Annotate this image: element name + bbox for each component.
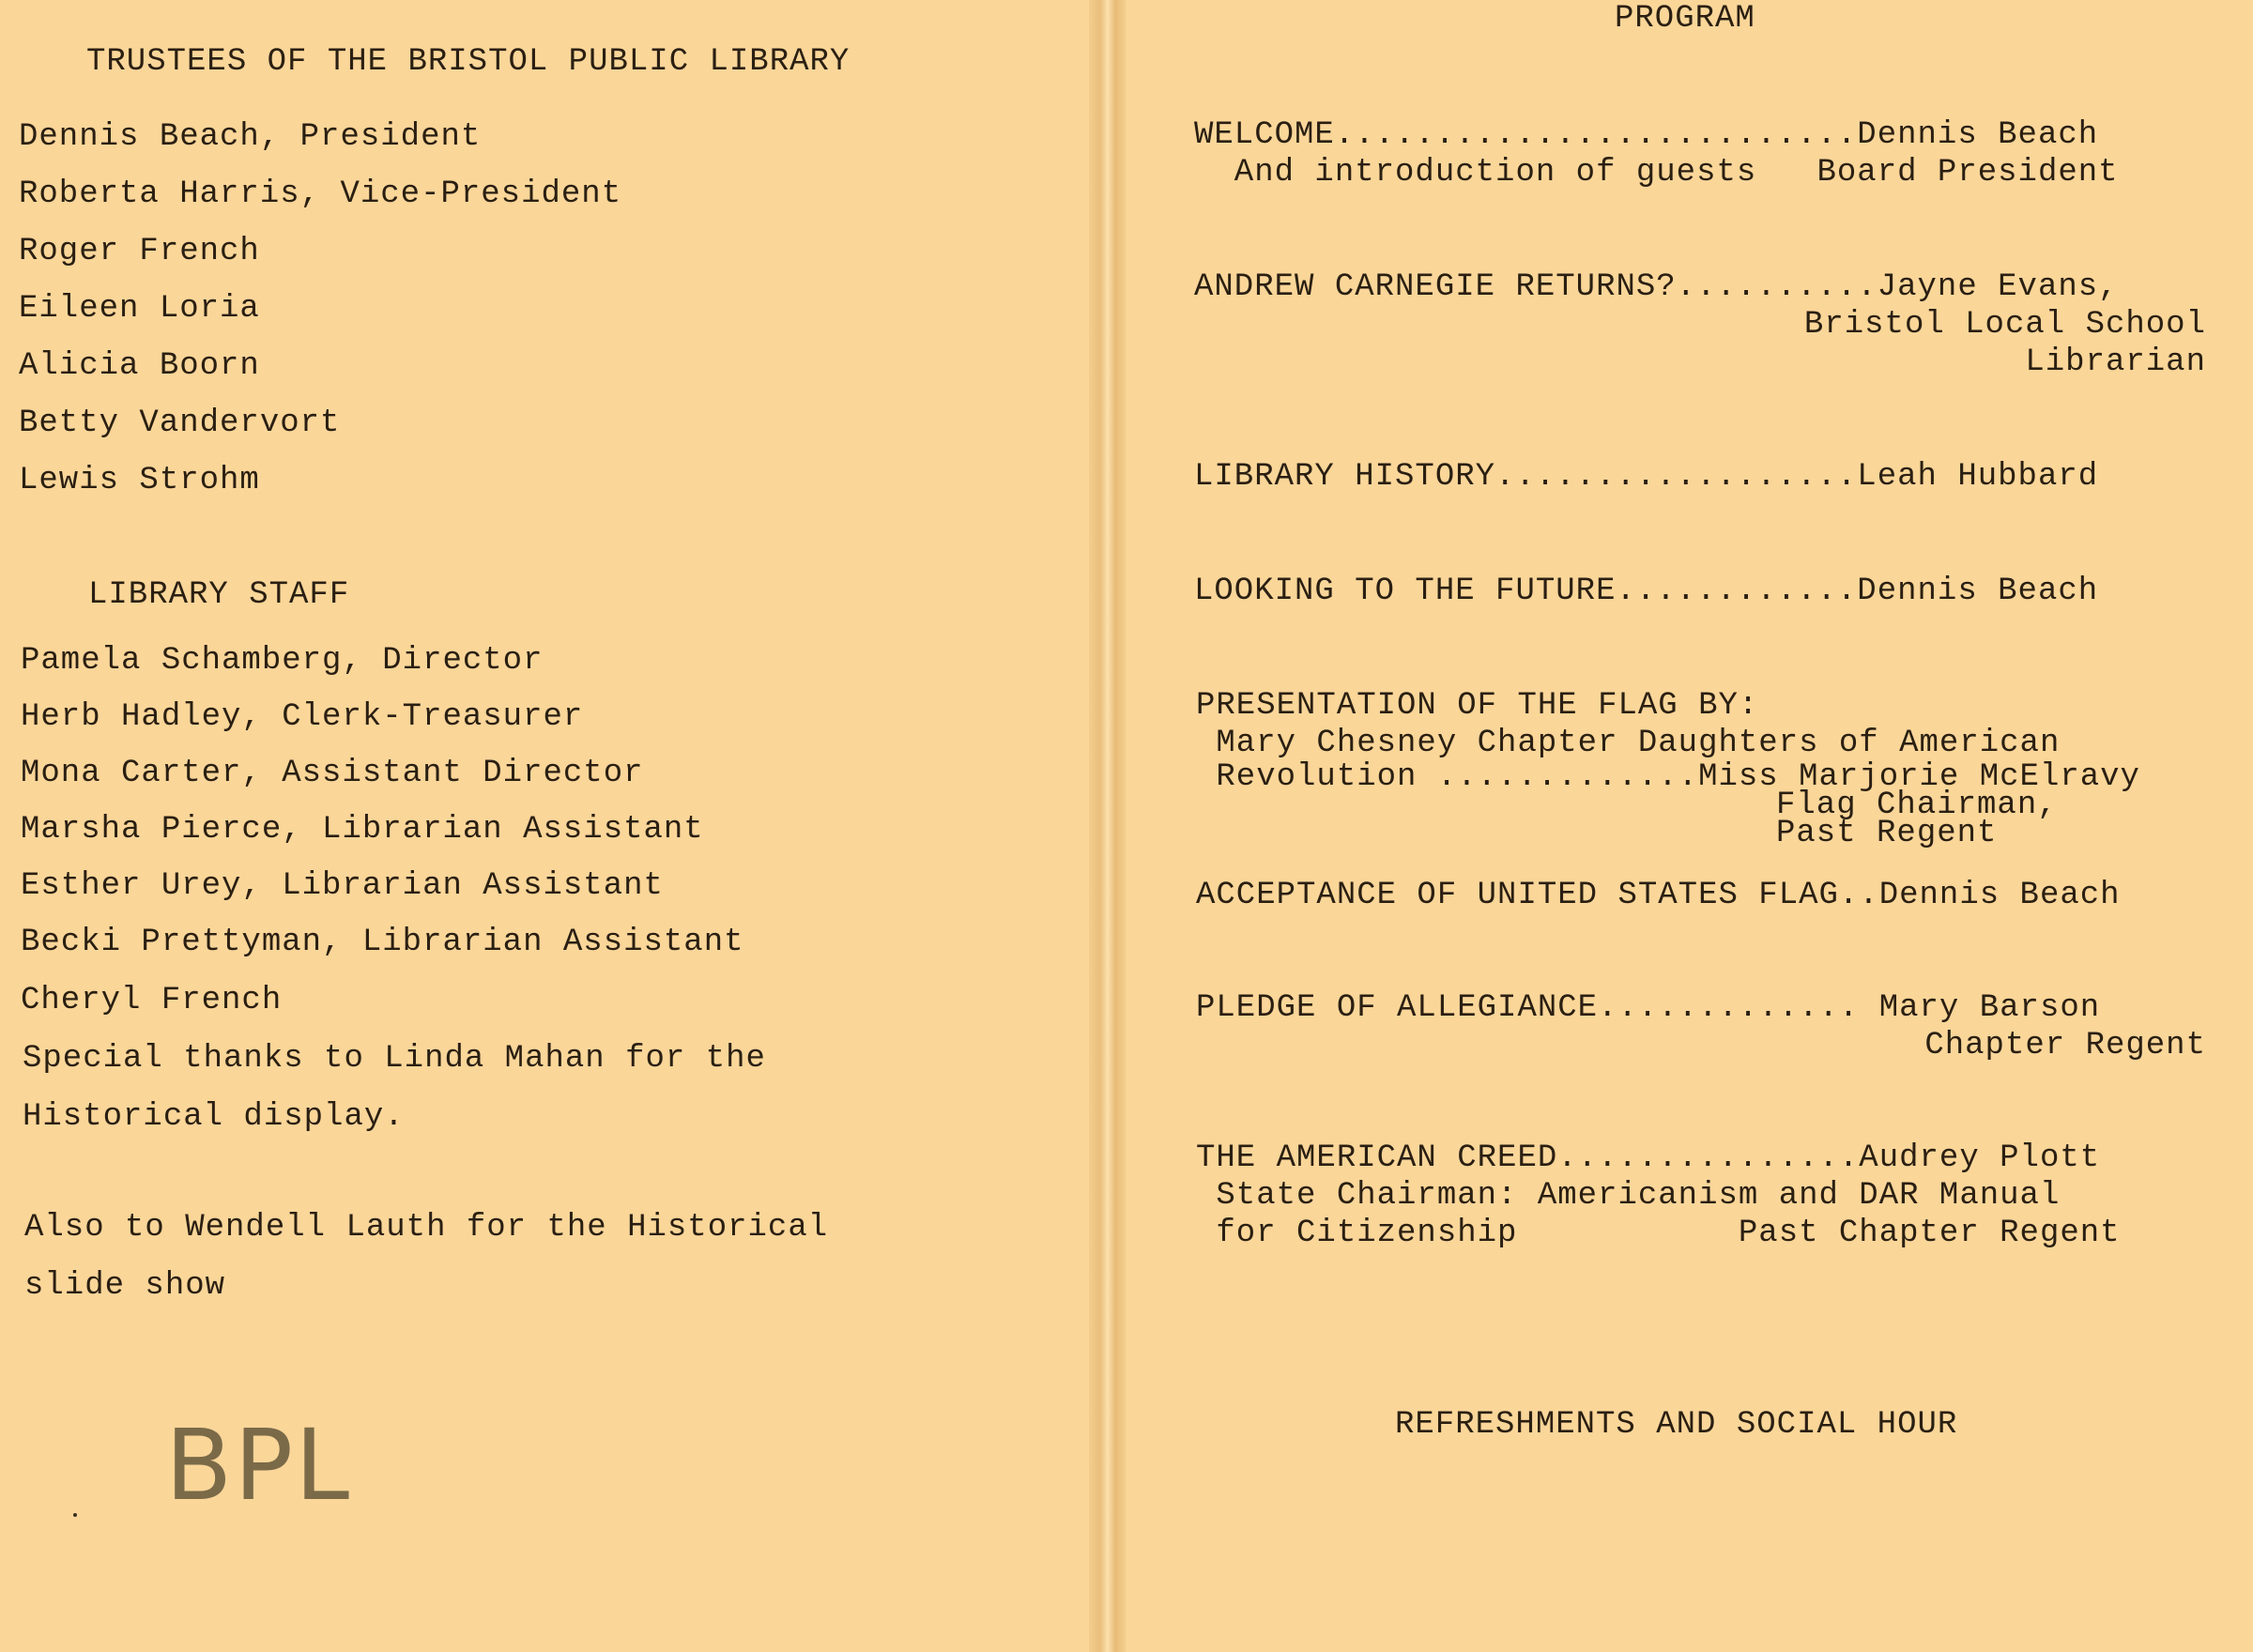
trustee-item: Roger French	[19, 234, 260, 269]
program-line-welcome-sub: And introduction of guests Board President	[1194, 155, 2119, 191]
staff-item: Marsha Pierce, Librarian Assistant	[21, 812, 704, 848]
bpl-logo: BPL	[165, 1408, 352, 1522]
left-page	[0, 0, 1126, 1652]
staff-item: Mona Carter, Assistant Director	[21, 756, 644, 791]
right-page	[1126, 0, 2253, 1652]
program-line-history: LIBRARY HISTORY..................Leah Hubbard	[1194, 459, 2099, 495]
program-line-future: LOOKING TO THE FUTURE............Dennis Beach	[1194, 574, 2099, 609]
closing-line: REFRESHMENTS AND SOCIAL HOUR	[1395, 1407, 1958, 1443]
program-line-pledge: PLEDGE OF ALLEGIANCE............. Mary Barson	[1196, 990, 2101, 1026]
page-fold	[1089, 0, 1126, 1652]
program-line-flag-sub: Flag Chairman,	[1776, 788, 2058, 823]
program-heading: PROGRAM	[1615, 1, 1755, 37]
staff-item: Cheryl French	[21, 983, 283, 1018]
program-line-flag-sub: Revolution .............Miss Marjorie McElravy	[1196, 759, 2140, 795]
thanks-line: Special thanks to Linda Mahan for the	[23, 1041, 766, 1077]
program-line-carnegie-sub: Bristol Local School	[1803, 307, 2206, 343]
paper-speck	[73, 1513, 77, 1517]
trustee-item: Roberta Harris, Vice-President	[19, 176, 622, 212]
trustee-item: Alicia Boorn	[19, 348, 260, 384]
trustee-item: Lewis Strohm	[19, 463, 260, 498]
program-line-flag-sub: Mary Chesney Chapter Daughters of American	[1196, 726, 2061, 761]
program-line-carnegie: ANDREW CARNEGIE RETURNS?..........Jayne Evans,	[1194, 269, 2119, 305]
program-line-creed-sub: for Citizenship Past Chapter Regent	[1196, 1216, 2121, 1251]
program-line-flag-presentation: PRESENTATION OF THE FLAG BY:	[1196, 688, 1759, 724]
trustee-item: Betty Vandervort	[19, 405, 341, 441]
program-line-welcome: WELCOME..........................Dennis Beach	[1194, 117, 2099, 153]
thanks-line: Historical display.	[23, 1099, 405, 1135]
program-line-acceptance: ACCEPTANCE OF UNITED STATES FLAG..Dennis Beach	[1196, 878, 2121, 913]
program-line-carnegie-sub: Librarian	[2025, 344, 2206, 380]
program-line-pledge-sub: Chapter Regent	[1924, 1028, 2206, 1063]
staff-item: Becki Prettyman, Librarian Assistant	[21, 925, 744, 960]
staff-item: Pamela Schamberg, Director	[21, 643, 544, 679]
trustees-heading: TRUSTEES OF THE BRISTOL PUBLIC LIBRARY	[86, 44, 851, 80]
program-line-flag-sub: Past Regent	[1776, 816, 1998, 851]
program-line-creed: THE AMERICAN CREED...............Audrey Plott	[1196, 1140, 2101, 1176]
trustee-item: Dennis Beach, President	[19, 119, 482, 155]
also-line: Also to Wendell Lauth for the Historical	[24, 1210, 829, 1246]
staff-item: Herb Hadley, Clerk-Treasurer	[21, 699, 584, 735]
staff-item: Esther Urey, Librarian Assistant	[21, 868, 664, 904]
program-line-creed-sub: State Chairman: Americanism and DAR Manual	[1196, 1178, 2061, 1214]
staff-heading: LIBRARY STAFF	[88, 577, 350, 613]
trustee-item: Eileen Loria	[19, 291, 260, 327]
also-line: slide show	[24, 1268, 226, 1304]
